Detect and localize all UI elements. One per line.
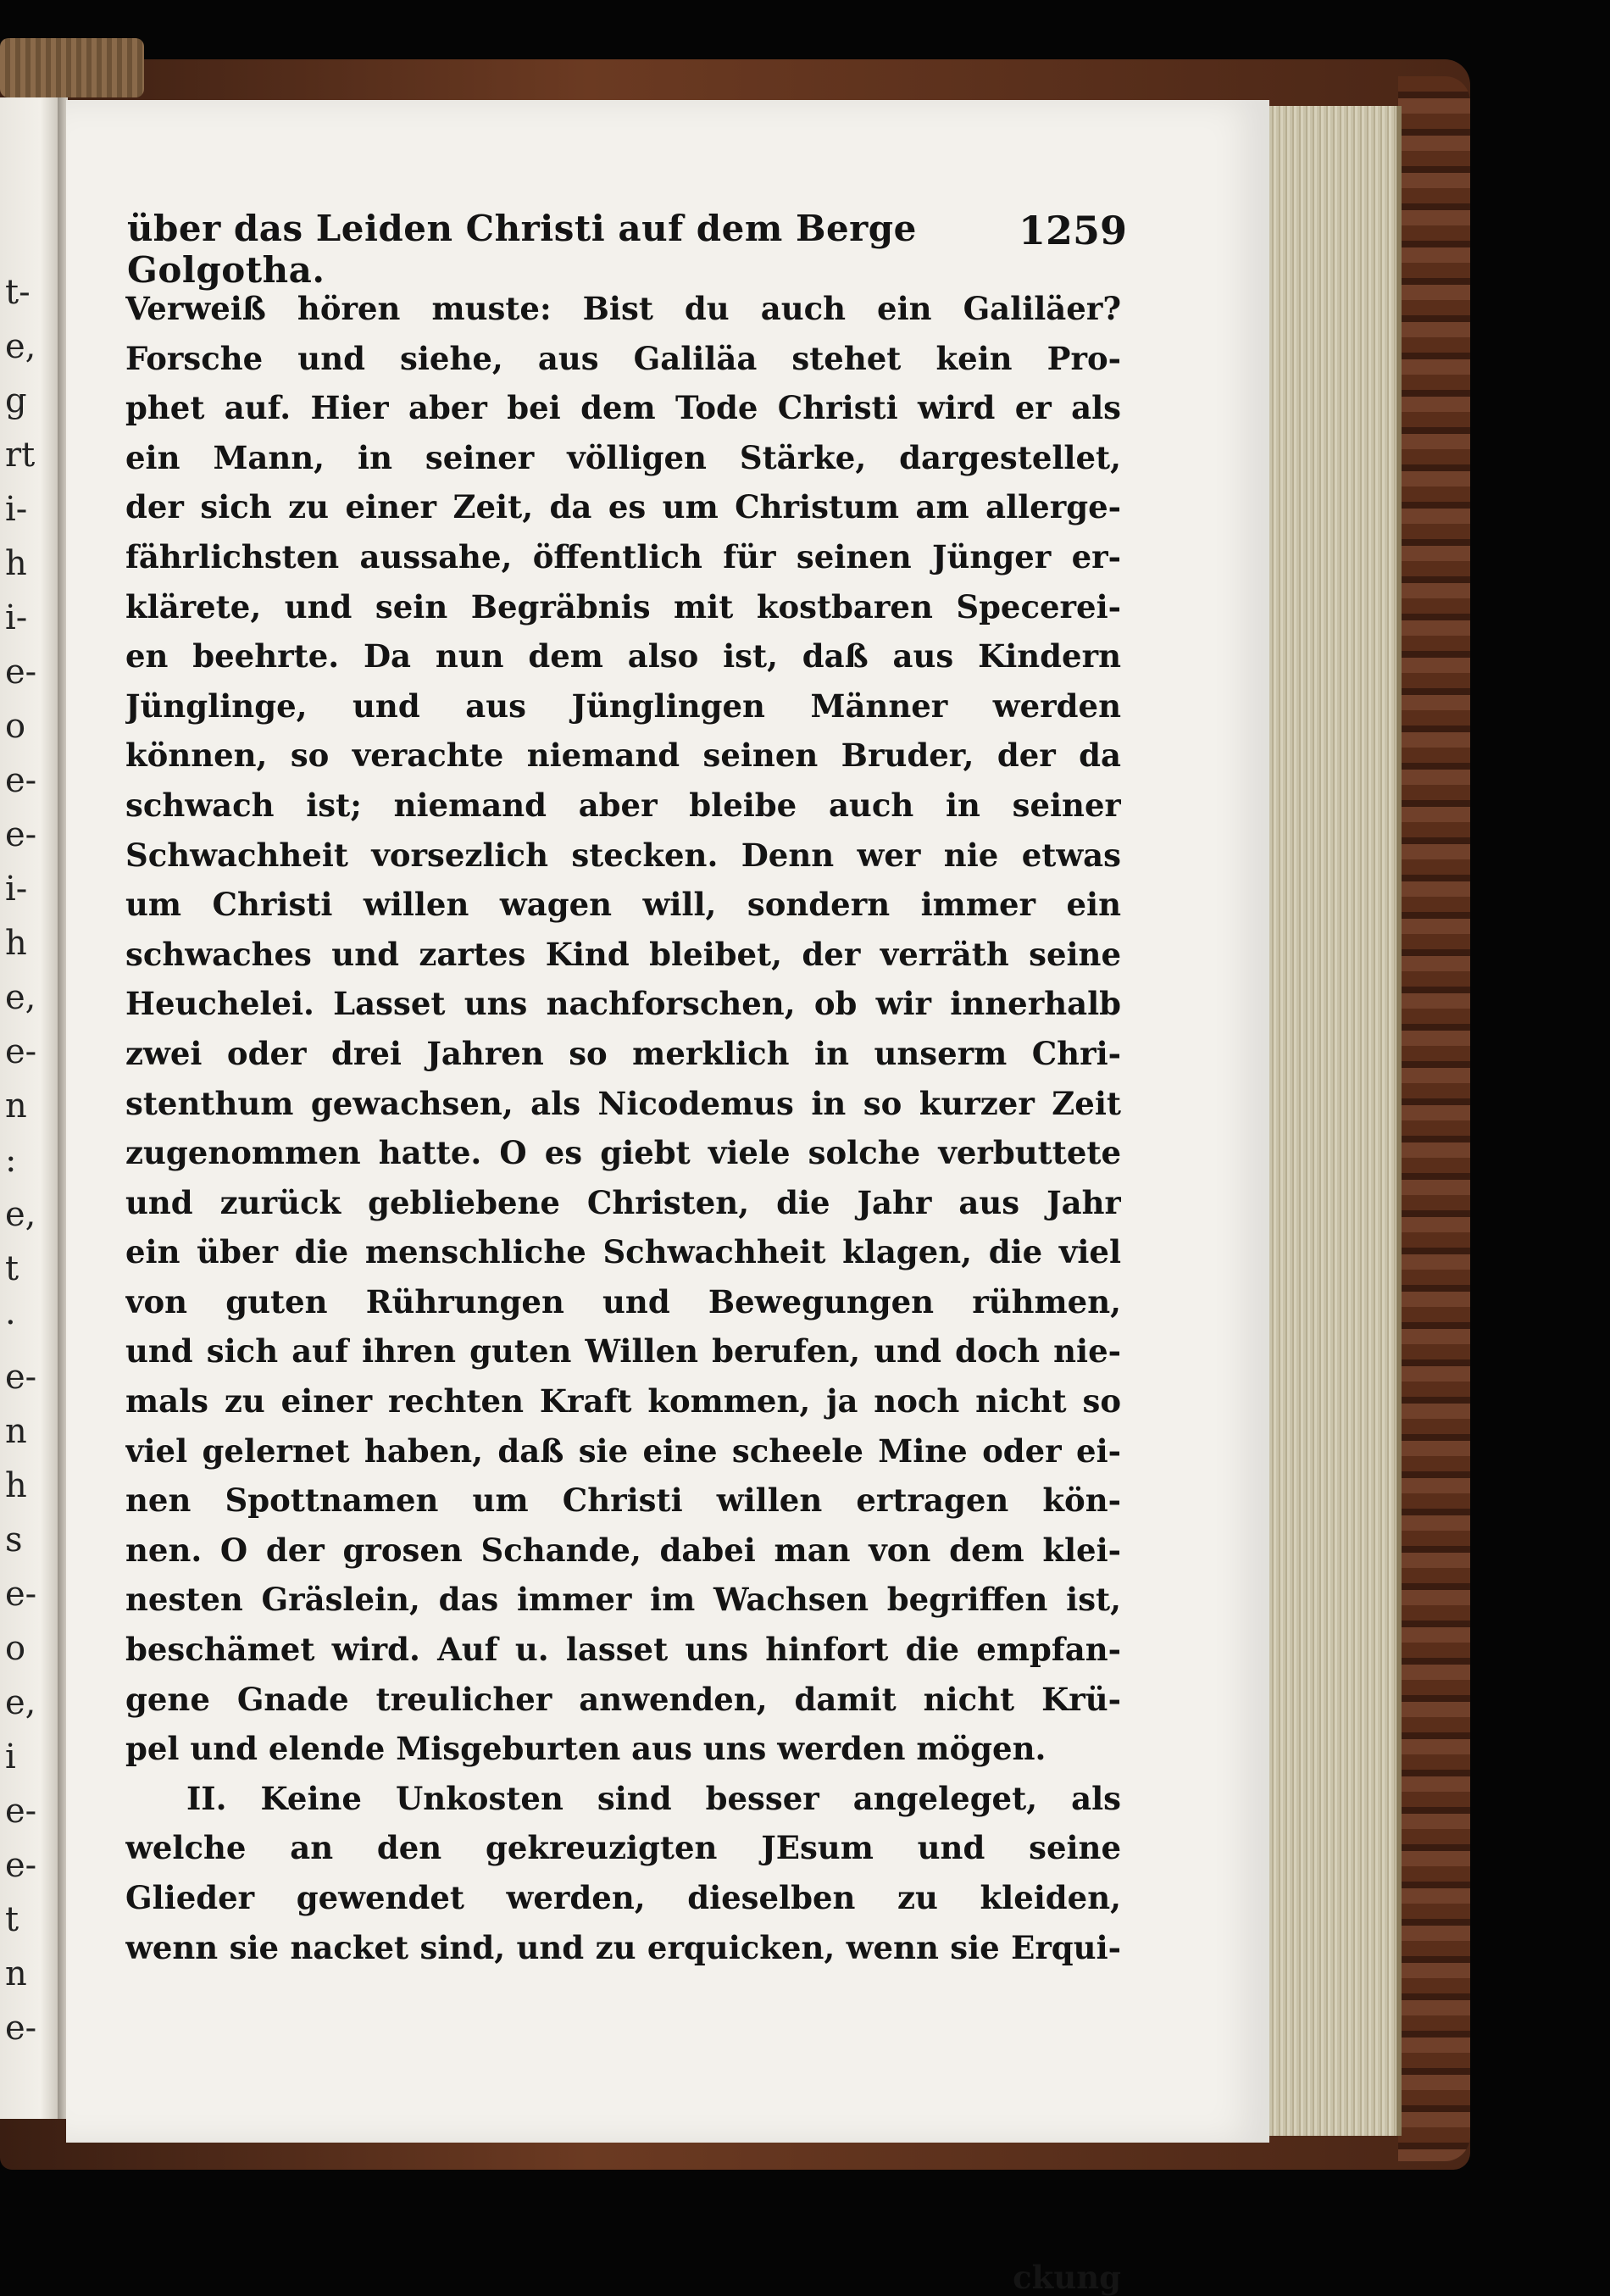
facing-page-fragment: e,: [5, 1195, 36, 1234]
text-line: gene Gnade treulicher anwenden, damit nicht Krü-: [125, 1680, 1121, 1718]
facing-page-fragment: e-: [5, 1358, 37, 1397]
facing-page-fragment: e-: [5, 761, 37, 800]
text-line: Jünglinge, und aus Jünglingen Männer werden: [125, 687, 1121, 725]
text-line: schwaches und zartes Kind bleibet, der verräth seine: [125, 935, 1121, 973]
facing-page-fragment: e-: [5, 1846, 37, 1885]
facing-page-fragment: h: [5, 1466, 27, 1505]
text-line: Glieder gewendet werden, dieselben zu kleiden,: [125, 1879, 1121, 1916]
text-line: nen. O der grosen Schande, dabei man von dem klei-: [125, 1531, 1121, 1569]
facing-page-fragment: e-: [5, 1032, 37, 1071]
page-block-edges: [1269, 106, 1402, 2136]
text-line: beschämet wird. Auf u. lasset uns hinfort die empfan-: [125, 1631, 1121, 1669]
text-line: mals zu einer rechten Kraft kommen, ja noch nicht so: [125, 1382, 1121, 1420]
running-title: über das Leiden Christi auf dem Berge Golgotha.: [127, 208, 917, 291]
facing-page-fragment: h: [5, 544, 27, 583]
facing-page-fragment: o: [5, 1629, 26, 1668]
text-line: II. Keine Unkosten sind besser angeleget, als: [186, 1779, 1121, 1817]
text-line: Verweiß hören muste: Bist du auch ein Galiläer?: [125, 290, 1121, 327]
text-line: schwach ist; niemand aber bleibe auch in seiner: [125, 786, 1121, 824]
facing-page-fragment: e,: [5, 1683, 36, 1722]
facing-page: [0, 97, 58, 2119]
facing-page-fragment: ·: [5, 1304, 16, 1343]
text-line: ein über die menschliche Schwachheit klagen, die viel: [125, 1233, 1121, 1271]
facing-page-fragment: e,: [5, 327, 36, 366]
text-line: wenn sie nacket sind, und zu erquicken, wenn sie Erqui-: [125, 1928, 1121, 1966]
facing-page-fragment: t-: [5, 273, 31, 312]
text-line: en beehrte. Da nun dem also ist, daß aus Kindern: [125, 637, 1121, 675]
running-header: [127, 208, 1127, 291]
text-line: fährlichsten aussahe, öffentlich für seinen Jünger er-: [125, 537, 1121, 575]
facing-page-fragment: h: [5, 924, 27, 963]
facing-page-fragment: e-: [5, 1792, 37, 1831]
text-line: und zurück gebliebene Christen, die Jahr aus Jahr: [125, 1183, 1121, 1221]
facing-page-fragment: e,: [5, 978, 36, 1017]
facing-page-fragment: n: [5, 1087, 27, 1126]
facing-page-fragment: e-: [5, 815, 37, 854]
facing-page-fragment: :: [5, 1141, 17, 1180]
facing-page-fragment: e-: [5, 2009, 37, 2048]
text-line: können, so verachte niemand seinen Bruder, der da: [125, 737, 1121, 775]
text-line: welche an den gekreuzigten JEsum und seine: [125, 1829, 1121, 1867]
text-line: Forsche und siehe, aus Galiläa stehet kein Pro-: [125, 339, 1121, 377]
facing-page-fragment: i-: [5, 870, 28, 909]
text-line: nesten Gräslein, das immer im Wachsen begriffen ist,: [125, 1581, 1121, 1619]
text-line: Heuchelei. Lasset uns nachforschen, ob wir innerhalb: [125, 985, 1121, 1023]
page-number: 1259: [1018, 208, 1127, 253]
facing-page-fragment: t: [5, 1900, 19, 1939]
facing-page-fragment: i: [5, 1737, 16, 1776]
text-line: von guten Rührungen und Bewegungen rühmen,: [125, 1282, 1121, 1320]
text-line: ein Mann, in seiner völligen Stärke, dargestellet,: [125, 438, 1121, 476]
text-line: der sich zu einer Zeit, da es um Christum am allerge-: [125, 488, 1121, 526]
facing-page-fragment: t: [5, 1249, 19, 1288]
facing-page-fragment: g: [5, 381, 27, 420]
text-line: zwei oder drei Jahren so merklich in unserm Chri-: [125, 1034, 1121, 1072]
facing-page-fragment: i-: [5, 490, 28, 529]
facing-page-fragment: i-: [5, 598, 28, 637]
text-line: viel gelernet haben, daß sie eine scheele Mine oder ei-: [125, 1432, 1121, 1470]
facing-page-fragment: rt: [5, 436, 36, 475]
spine-cloth: [0, 38, 144, 97]
cover-edge: [1398, 76, 1470, 2161]
facing-page-fragment: n: [5, 1412, 27, 1451]
text-line: zugenommen hatte. O es giebt viele solche verbuttete: [125, 1134, 1121, 1172]
catchword: ckung: [1013, 2259, 1121, 2296]
facing-page-fragment: e-: [5, 1575, 37, 1614]
facing-page-fragment: e-: [5, 653, 37, 692]
text-line: nen Spottnamen um Christi willen ertragen kön-: [125, 1482, 1121, 1520]
text-line: um Christi willen wagen will, sondern immer ein: [125, 886, 1121, 924]
text-lines: [125, 284, 1121, 1972]
page-body: [125, 284, 1121, 2296]
facing-page-fragment: n: [5, 1954, 27, 1993]
text-line: pel und elende Misgeburten aus uns werden mögen.: [125, 1730, 1046, 1768]
facing-page-fragment: o: [5, 707, 26, 746]
text-line: Schwachheit vorsezlich stecken. Denn wer nie etwas: [125, 836, 1121, 874]
text-line: stenthum gewachsen, als Nicodemus in so kurzer Zeit: [125, 1084, 1121, 1122]
facing-page-fragment: s: [5, 1520, 23, 1559]
text-line: klärete, und sein Begräbnis mit kostbaren Specerei-: [125, 587, 1121, 625]
text-line: und sich auf ihren guten Willen berufen, und doch nie-: [125, 1332, 1121, 1370]
text-line: phet auf. Hier aber bei dem Tode Christi wird er als: [125, 389, 1121, 427]
